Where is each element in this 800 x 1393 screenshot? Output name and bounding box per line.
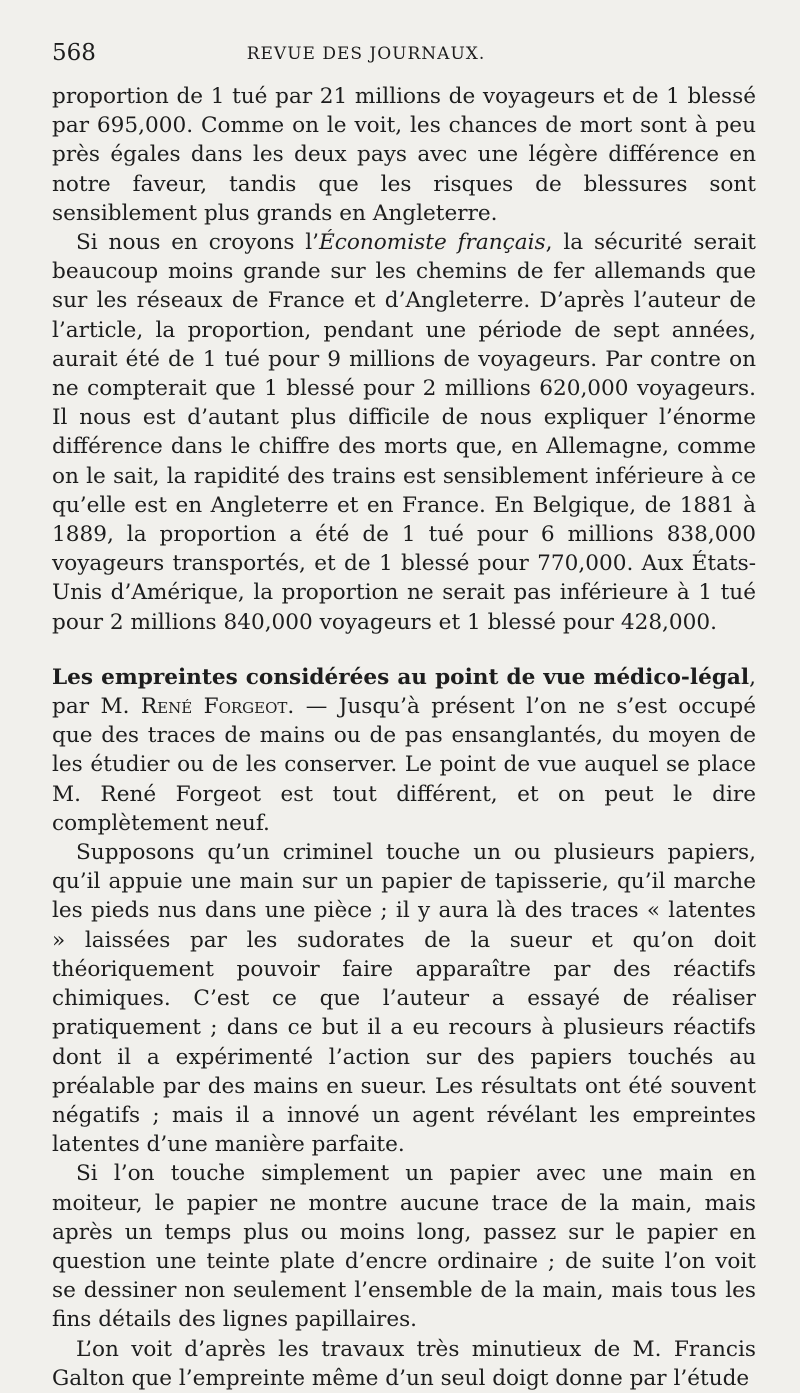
journal-title: Économiste français (319, 230, 546, 256)
page-number: 568 (52, 40, 96, 66)
running-head: REVUE DES JOURNAUX. (246, 44, 486, 64)
paragraph-1: proportion de 1 tué par 21 millions de voyageurs et de 1 blessé par 695,000. Comme on le voit, les chances de mort sont à peu près égales dans les deux pays avec une légère différence en notre faveur, tandis que les risques de blessures sont sensiblement plus grands en Angleterre. (52, 84, 756, 226)
paragraph-6: L’on voit d’après les travaux très minutieux de M. Francis Galton que l’empreinte même d’un seul doigt donne par l’étude (52, 1336, 756, 1391)
paragraph-3 (52, 663, 756, 838)
body-text (52, 82, 756, 1393)
paragraph-2-start: Si nous en croyons l’ (76, 230, 320, 256)
paragraph-5: Si l’on touche simplement un papier avec une main en moiteur, le papier ne montre aucune trace de la main, mais après un temps plus ou moins long, passez sur le papier en question une teinte plate d’encre ordinaire ; de suite l’on voit se dessiner non seulement l’ensemble de la main, mais tous les fins détails des lignes papillaires. (52, 1161, 756, 1333)
paragraph-4: Supposons qu’un criminel touche un ou plusieurs papiers, qu’il appuie une main sur un papier de tapisserie, qu’il marche les pieds nus dans une pièce ; il y aura là des traces « latentes » laissées par les sudorates de la sueur et qu’on doit théoriquement pouvoir faire apparaître par des réactifs chimiques. C’est ce que l’auteur a essayé de réaliser pratiquement ; dans ce but il a eu recours à plusieurs réactifs dont il a expérimenté l’action sur des papiers touchés au préalable par des mains en sueur. Les résultats ont été souvent négatifs ; mais il a innové un agent révélant les empreintes latentes d’une manière parfaite. (52, 840, 756, 1158)
article-by: , par M. (52, 664, 756, 720)
article-author: René Forgeot (140, 694, 288, 720)
paragraph-3-text: . — Jusqu’à présent l’on ne s’est occupé que des traces de mains ou de pas ensanglantés, du moyen de les étudier ou de les conserver. Le point de vue auquel se place M. René Forgeot est tout différent, et on peut le dire complètement neuf. (52, 694, 756, 836)
page-header (52, 40, 760, 70)
article-title: Les empreintes considérées au point de vue médico-légal (52, 664, 750, 690)
section-gap (52, 637, 756, 663)
paragraph-2 (52, 228, 756, 637)
paragraph-2-rest: , la sécurité serait beaucoup moins grande sur les chemins de fer allemands que sur les réseaux de France et d’Angleterre. D’après l’auteur de l’article, la proportion, pendant une période de sept années, aurait été de 1 tué pour 9 millions de voyageurs. Par contre on ne compterait que 1 blessé pour 2 millions 620,000 voyageurs. Il nous est d’autant plus difficile de nous expliquer l’énorme différence dans le chiffre des morts que, en Allemagne, comme on le sait, la rapidité des trains est sensiblement inférieure à ce qu’elle est en Angleterre et en France. En Belgique, de 1881 à 1889, la proportion a été de 1 tué pour 6 millions 838,000 voyageurs transportés, et de 1 blessé pour 770,000. Aux États-Unis d’Amérique, la proportion ne serait pas inférieure à 1 tué pour 2 millions 840,000 voyageurs et 1 blessé pour 428,000. (52, 230, 756, 635)
